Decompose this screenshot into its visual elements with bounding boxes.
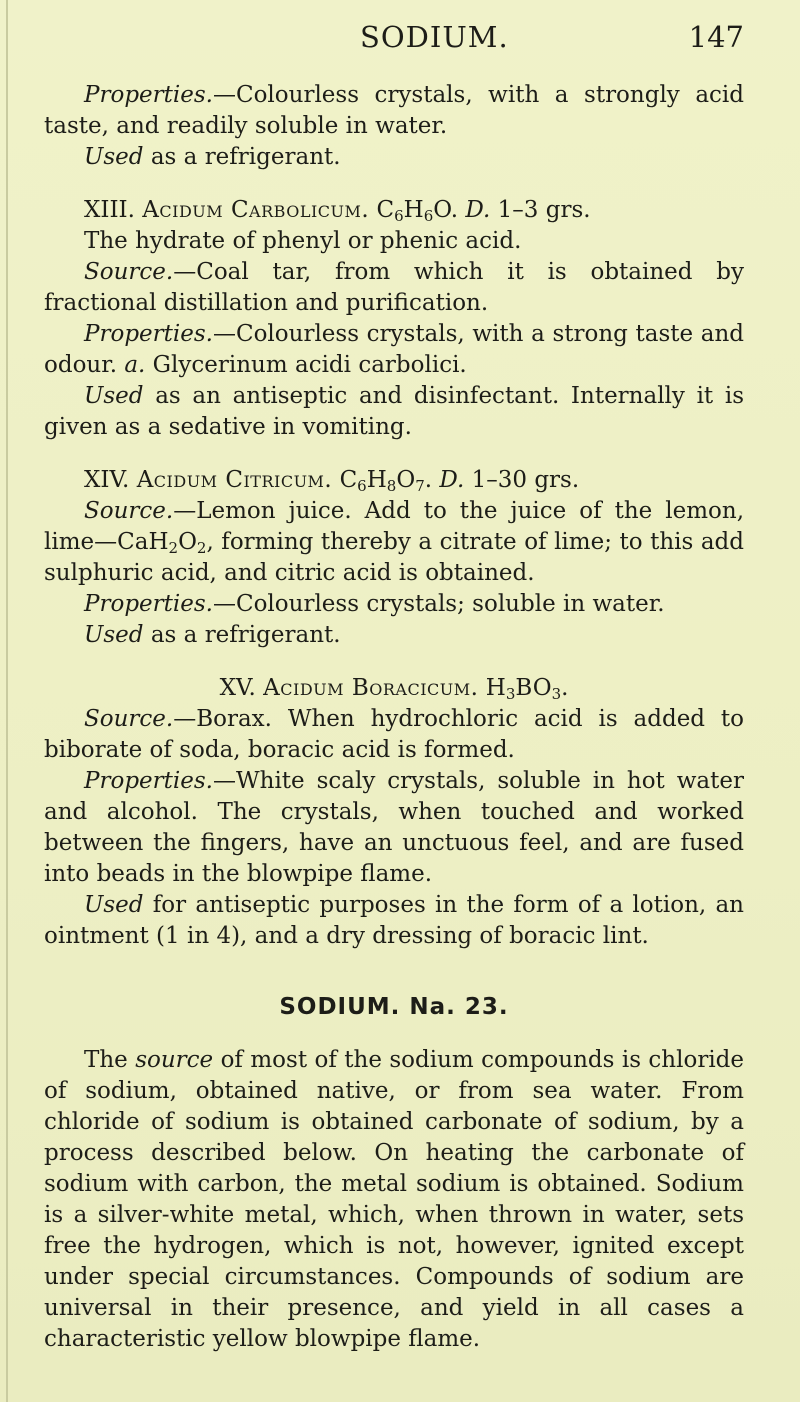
label-used: Used	[84, 144, 144, 170]
paragraph-properties	[44, 80, 744, 142]
paragraph-source: Source.—Lemon juice. Add to the juice of the lemon, $\lim e—CaH_2O_2$, forming thereby a citrate of lime; to this add sulphuric acid, and citric acid is obtained.	[44, 498, 744, 586]
paragraph-sodium-intro: The source of most of the sodium compounds is chloride of sodium, obtained native, or from sea water. From chloride of sodium is obtained carbonate of sodium, by a process described below. On heating the carbonate of sodium with carbon, the metal sodium is obtained. Sodium is a silver-white metal, which, when thrown in water, sets free the hydrogen, which is not, however, ignited except under special circumstances. Compounds of sodium are universal in their presence, and yield in all cases a characteristic yellow blowpipe flame.	[44, 1047, 745, 1352]
formula: $C_6H_8O_7$.	[339, 467, 433, 495]
section-heading-sodium: SODIUM. Na. 23.	[279, 994, 509, 1020]
paragraph-hydrate: The hydrate of phenyl or phenic acid.	[84, 228, 522, 254]
dose-label: D.	[439, 467, 465, 493]
paragraph-source: Source.—Borax. When hydrochloric acid is added to biborate of soda, boracic acid is formed.	[44, 706, 744, 763]
formula: $H_3BO_3$.	[485, 675, 569, 703]
page-header	[44, 0, 744, 80]
running-head: SODIUM.	[360, 20, 509, 54]
paragraph-used: Used for antiseptic purposes in the form of a lotion, an ointment (1 in 4), and a dry dressing of boracic lint.	[44, 892, 744, 949]
paragraph-used: Used as a refrigerant.	[84, 622, 341, 648]
formula: $C_6H_6O$.	[376, 197, 459, 225]
label-properties: Properties.	[84, 82, 213, 108]
paragraph-source: Source.—Coal tar, from which it is obtained by fractional distillation and purification.	[44, 259, 744, 316]
numeral: XIII.	[84, 197, 135, 223]
paragraph-properties: Properties.—White scaly crystals, soluble in hot water and alcohol. The crystals, when touched and worked between the fingers, have an unctuous feel, and are fused into beads in the blowpipe flame.	[44, 768, 744, 887]
paragraph-used	[44, 142, 744, 173]
entry-heading-xiii	[44, 195, 744, 226]
dose: 1–30 grs.	[464, 467, 580, 493]
drug-name: Acidum Carbolicum.	[142, 197, 370, 223]
dose-label: D.	[465, 197, 491, 223]
drug-name: Acidum Boracicum.	[263, 675, 479, 701]
text: —Colourless crystals, with a strongly acid taste, and readily soluble in water.	[44, 82, 744, 139]
page-number: 147	[688, 20, 744, 54]
text: as a refrigerant.	[143, 144, 341, 170]
dose: 1–3 grs.	[490, 197, 591, 223]
paragraph-used: Used as an antiseptic and disinfectant. Internally it is given as a sedative in vomiting.	[44, 383, 744, 440]
entry-heading-xiv: XIV. Acidum Citricum. $C_6H_8O_7$. D. 1–30 grs.	[84, 467, 580, 495]
drug-name: Acidum Citricum.	[136, 467, 333, 493]
paragraph-properties: Properties.—Colourless crystals, with a strong taste and odour. a. Glycerinum acidi carbolici.	[44, 321, 744, 378]
entry-heading-xv: XV. Acidum Boracicum. $H_3BO_3$.	[219, 675, 569, 703]
paragraph-properties: Properties.—Colourless crystals; soluble in water.	[84, 591, 665, 617]
